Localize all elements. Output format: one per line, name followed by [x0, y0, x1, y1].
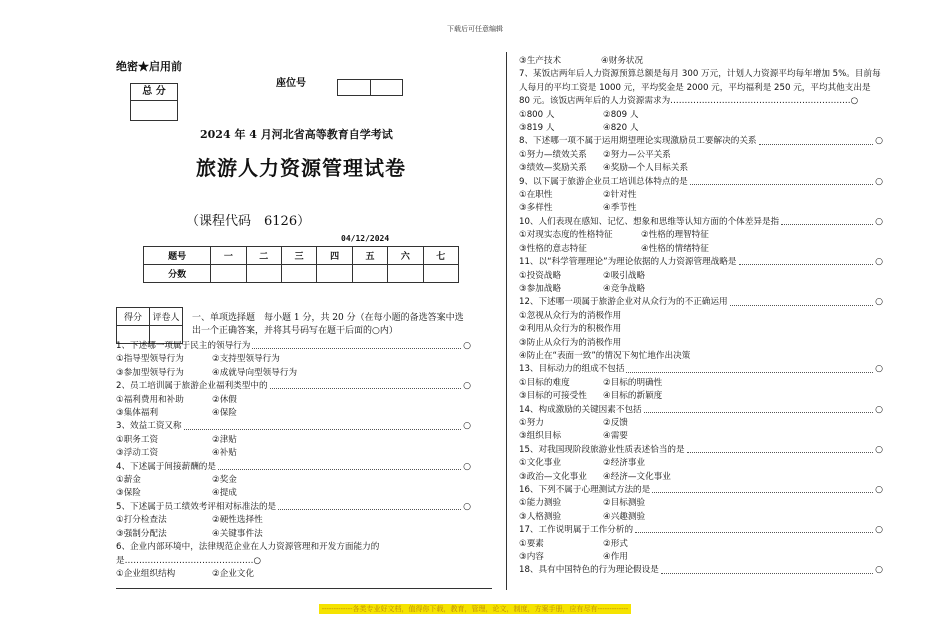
question-stem: 10、人们表现在感知、记忆、想象和思维等认知方面的个体差异是指 ○	[519, 216, 883, 229]
question-stem: 13、目标动力的组成不包括 ○	[519, 363, 883, 376]
answer-options: ③目标的可接受性 ④目标的新颖度	[519, 391, 663, 402]
answer-circle[interactable]: ○	[463, 381, 471, 392]
answer-circle[interactable]: ○	[875, 444, 883, 455]
question-stem: 12、下述哪一项属于旅游企业对从众行为的不正确运用 ○	[519, 296, 883, 309]
answer-circle[interactable]: ○	[463, 421, 471, 432]
answer-options: ①职务工资 ②津贴	[116, 434, 237, 445]
answer-options: ③819 人 ④820 人	[519, 123, 639, 134]
question-stem: 7、某饭店两年后人力资源预算总额是每月 300 万元，计划人力资源平均每年增加 5%。目前每人每月的平均工资是 1000 元，平均奖金是 2000 元，平均福利是 250 元，平均其他支出是 80 元。该饭店两年后的人力资源需求为………………………………………………………○	[519, 69, 881, 107]
answer-options: ①指导型领导行为 ②支持型领导行为	[116, 354, 280, 365]
answer-options: ③保险 ④提成	[116, 488, 237, 499]
grid-header-cell: 三	[281, 247, 316, 265]
answer-options: ③多样性 ④季节性	[519, 203, 637, 214]
bottom-rule	[116, 588, 492, 589]
answer-options: ③政治—文化事业 ④经济—文化事业	[519, 471, 671, 482]
top-note: 下载后可任意编辑	[447, 25, 503, 33]
answer-options: ①要素 ②形式	[519, 538, 628, 549]
grid-score-cell[interactable]	[281, 265, 316, 283]
grid-score-cell[interactable]	[317, 265, 352, 283]
answer-options: ①企业组织结构 ②企业文化	[116, 568, 255, 579]
scorer-box	[116, 307, 183, 344]
score-cell-label: 得分	[117, 308, 150, 326]
answer-options: ③强制分配法 ④关键事件法	[116, 528, 263, 539]
question-stem: 14、构成激励的关键因素不包括 ○	[519, 404, 883, 417]
question-stem: 3、效益工资又称 ○	[116, 420, 471, 433]
answer-options: ③生产技术 ④财务状况	[519, 56, 644, 66]
answer-circle[interactable]: ○	[875, 297, 883, 308]
answer-circle[interactable]: ○	[875, 565, 883, 576]
answer-option: ④防止在“表面一致”的情况下匆忙地作出决策	[519, 350, 691, 361]
column-divider	[506, 52, 507, 590]
section-instructions: 一、单项选择题 每小题 1 分，共 20 分（在每小题的备选答案中选出一个正确答案，并将其号码写在题干后面的○内）	[192, 313, 464, 336]
grid-score-cell[interactable]	[423, 265, 458, 283]
answer-options: ③参加战略 ④竞争战略	[519, 283, 646, 294]
answer-circle[interactable]: ○	[875, 485, 883, 495]
question-stem: 2、员工培训属于旅游企业福利类型中的 ○	[116, 380, 471, 393]
grid-score-cell[interactable]	[352, 265, 387, 283]
question-stem: 1、下述哪一项属于民主的领导行为 ○	[116, 340, 471, 353]
answer-circle[interactable]: ○	[875, 404, 883, 415]
grid-header-cell: 二	[246, 247, 281, 265]
answer-options: ①努力 ②反馈	[519, 417, 628, 428]
question-stem: 4、下述属于间接薪酬的是 ○	[116, 461, 471, 474]
grid-header-cell: 七	[423, 247, 458, 265]
question-stem: 17、工作说明属于工作分析的 ○	[519, 524, 883, 537]
grid-score-cell[interactable]	[388, 265, 423, 283]
left-question-column	[116, 340, 471, 581]
grid-score-cell[interactable]	[246, 265, 281, 283]
grid-score-label: 分数	[144, 265, 211, 283]
answer-circle[interactable]: ○	[463, 501, 471, 512]
answer-options: ③内容 ④作用	[519, 552, 628, 563]
answer-circle[interactable]: ○	[463, 341, 471, 351]
exam-name: 2024 年 4 月河北省高等教育自学考试	[200, 128, 393, 141]
course-code: （课程代码 6126）	[186, 214, 311, 229]
answer-options: ①能力测验 ②目标测验	[519, 498, 646, 509]
footer-banner	[0, 596, 950, 615]
answer-options: ③组织目标 ④需要	[519, 431, 628, 442]
question-stem: 11、以“科学管理理论”为理论依据的人力资源管理战略是 ○	[519, 256, 883, 269]
answer-circle[interactable]: ○	[875, 257, 883, 268]
answer-circle[interactable]: ○	[463, 461, 471, 472]
grid-header-cell: 一	[211, 247, 246, 265]
answer-circle[interactable]: ○	[875, 364, 883, 375]
answer-options: ①投资战略 ②吸引战略	[519, 270, 646, 281]
total-score-label: 总 分	[131, 84, 177, 101]
answer-options: ①福利费用和补助 ②休假	[116, 394, 237, 405]
answer-option: ①忽视从众行为的消极作用	[519, 310, 622, 321]
total-score-box[interactable]	[130, 83, 178, 121]
question-stem: 6、企业内部环境中，法律规范企业在人力资源管理和开发方面能力的是………………………………………○	[116, 542, 380, 566]
seat-number-label: 座位号	[276, 78, 306, 89]
grader-cell-label: 评卷人	[150, 308, 183, 326]
answer-option: ②利用从众行为的积极作用	[519, 324, 622, 335]
answer-options: ③集体福利 ④保险	[116, 408, 237, 419]
answer-options: ①文化事业 ②经济事业	[519, 458, 646, 469]
question-stem: 9、以下属于旅游企业员工培训总体特点的是 ○	[519, 176, 883, 189]
answer-options: ③人格测验 ④兴趣测验	[519, 511, 646, 522]
exam-date: 04/12/2024	[341, 234, 390, 243]
answer-options: ①800 人 ②809 人	[519, 109, 639, 120]
answer-options: ③参加型领导行为 ④成就导向型领导行为	[116, 367, 298, 378]
confidential-label: 绝密★启用前	[116, 60, 182, 73]
right-question-column	[519, 55, 883, 578]
paper-title: 旅游人力资源管理试卷	[196, 156, 406, 180]
question-stem: 15、对我国现阶段旅游业性质表述恰当的是 ○	[519, 444, 883, 457]
grid-score-cell[interactable]	[211, 265, 246, 283]
question-stem: 16、下列不属于心理测试方法的是 ○	[519, 484, 883, 497]
answer-options: ③性格的意志特征 ④性格的情绪特征	[519, 243, 709, 254]
grid-header-label: 题号	[144, 247, 211, 265]
question-stem: 5、下述属于员工绩效考评相对标准法的是 ○	[116, 501, 471, 514]
grid-header-cell: 五	[352, 247, 387, 265]
question-stem: 18、具有中国特色的行为理论假设是 ○	[519, 564, 883, 577]
question-stem: 8、下述哪一项不属于运用期望理论实现激励员工要解决的关系 ○	[519, 135, 883, 148]
answer-options: ①目标的难度 ②目标的明确性	[519, 377, 663, 388]
answer-circle[interactable]: ○	[875, 216, 883, 227]
answer-option: ③防止从众行为的消极作用	[519, 337, 622, 348]
score-grid	[143, 246, 459, 283]
answer-options: ①打分检查法 ②硬性选择性	[116, 515, 263, 526]
answer-options: ③浮动工资 ④补贴	[116, 448, 237, 459]
grid-header-cell: 四	[317, 247, 352, 265]
answer-options: ①努力—绩效关系 ②努力—公平关系	[519, 149, 671, 160]
grid-header-cell: 六	[388, 247, 423, 265]
answer-options: ①薪金 ②奖金	[116, 475, 237, 486]
answer-options: ①在职性 ②针对性	[519, 190, 637, 201]
answer-options: ①对现实态度的性格特征 ②性格的理智特征	[519, 230, 709, 241]
answer-circle[interactable]: ○	[875, 525, 883, 536]
answer-circle[interactable]: ○	[875, 136, 883, 147]
answer-circle[interactable]: ○	[875, 176, 883, 187]
seat-number-box[interactable]	[337, 79, 403, 96]
answer-options: ③绩效—奖励关系 ④奖励—个人目标关系	[519, 163, 689, 174]
footer-text: -------------各类专业好文档，值得你下载，教育，管理，论文，制度，方案手册，应有尽有-------------	[319, 604, 632, 614]
